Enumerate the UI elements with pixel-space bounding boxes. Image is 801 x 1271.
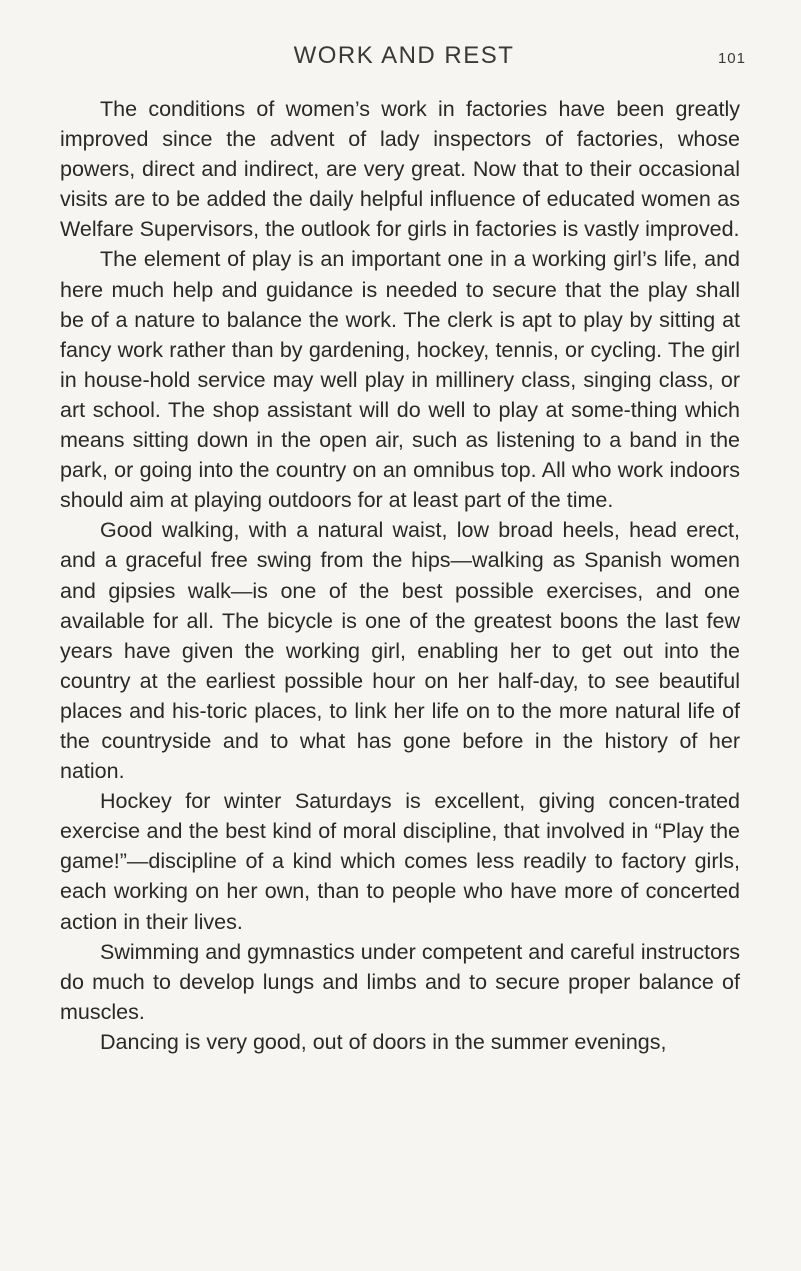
paragraph-dancing: Dancing is very good, out of doors in the summer evenings, — [100, 1029, 667, 1054]
paragraph-swimming: Swimming and gymnastics under competent and careful instructors do much to develop lungs and limbs and to secure proper balance of muscles. — [60, 939, 740, 1024]
page-header — [60, 22, 746, 69]
book-page — [60, 22, 746, 1057]
paragraph-good-walking: Good walking, with a natural waist, low broad heels, head erect, and a graceful free swing from the hips—walking as Spanish women and gipsies walk—is one of the best possible exercises, and one available for all. The bicycle is one of the greatest boons the last few years have given the working girl, enabling her to get out into the country at the earliest possible hour on her half-day, to see beautiful places and his-toric places, to link her life on to the more natural life of the countryside and to what has gone before in the history of her nation. — [60, 518, 740, 784]
running-head: WORK AND REST — [293, 42, 515, 69]
paragraph-conditions: The conditions of women’s work in factories have been greatly improved since the advent of lady inspectors of factories, whose powers, direct and indirect, are very great. Now that to their occasional visits are to be added the daily helpful influence of educated women as Welfare Supervisors, the outlook for girls in factories is vastly improved. — [60, 97, 740, 242]
page-number: 101 — [717, 50, 746, 67]
paragraph-element-of-play: The element of play is an important one in a working girl’s life, and here much help and guidance is needed to secure that the play shall be of a nature to balance the work. The clerk is apt to play by sitting at fancy work rather than by gardening, hockey, tennis, or cycling. The girl in house-hold service may well play in millinery class, singing class, or art school. The shop assistant will do well to play at some-thing which means sitting down in the open air, such as listening to a band in the park, or going into the country on an omnibus top. All who work indoors should aim at playing outdoors for at least part of the time. — [60, 247, 740, 513]
paragraph-hockey: Hockey for winter Saturdays is excellent, giving concen-trated exercise and the best kind of moral discipline, that involved in “Play the game!”—discipline of a kind which comes less readily to factory girls, each working on her own, than to people who have more of concerted action in their lives. — [60, 789, 740, 934]
body-text — [60, 94, 740, 1057]
